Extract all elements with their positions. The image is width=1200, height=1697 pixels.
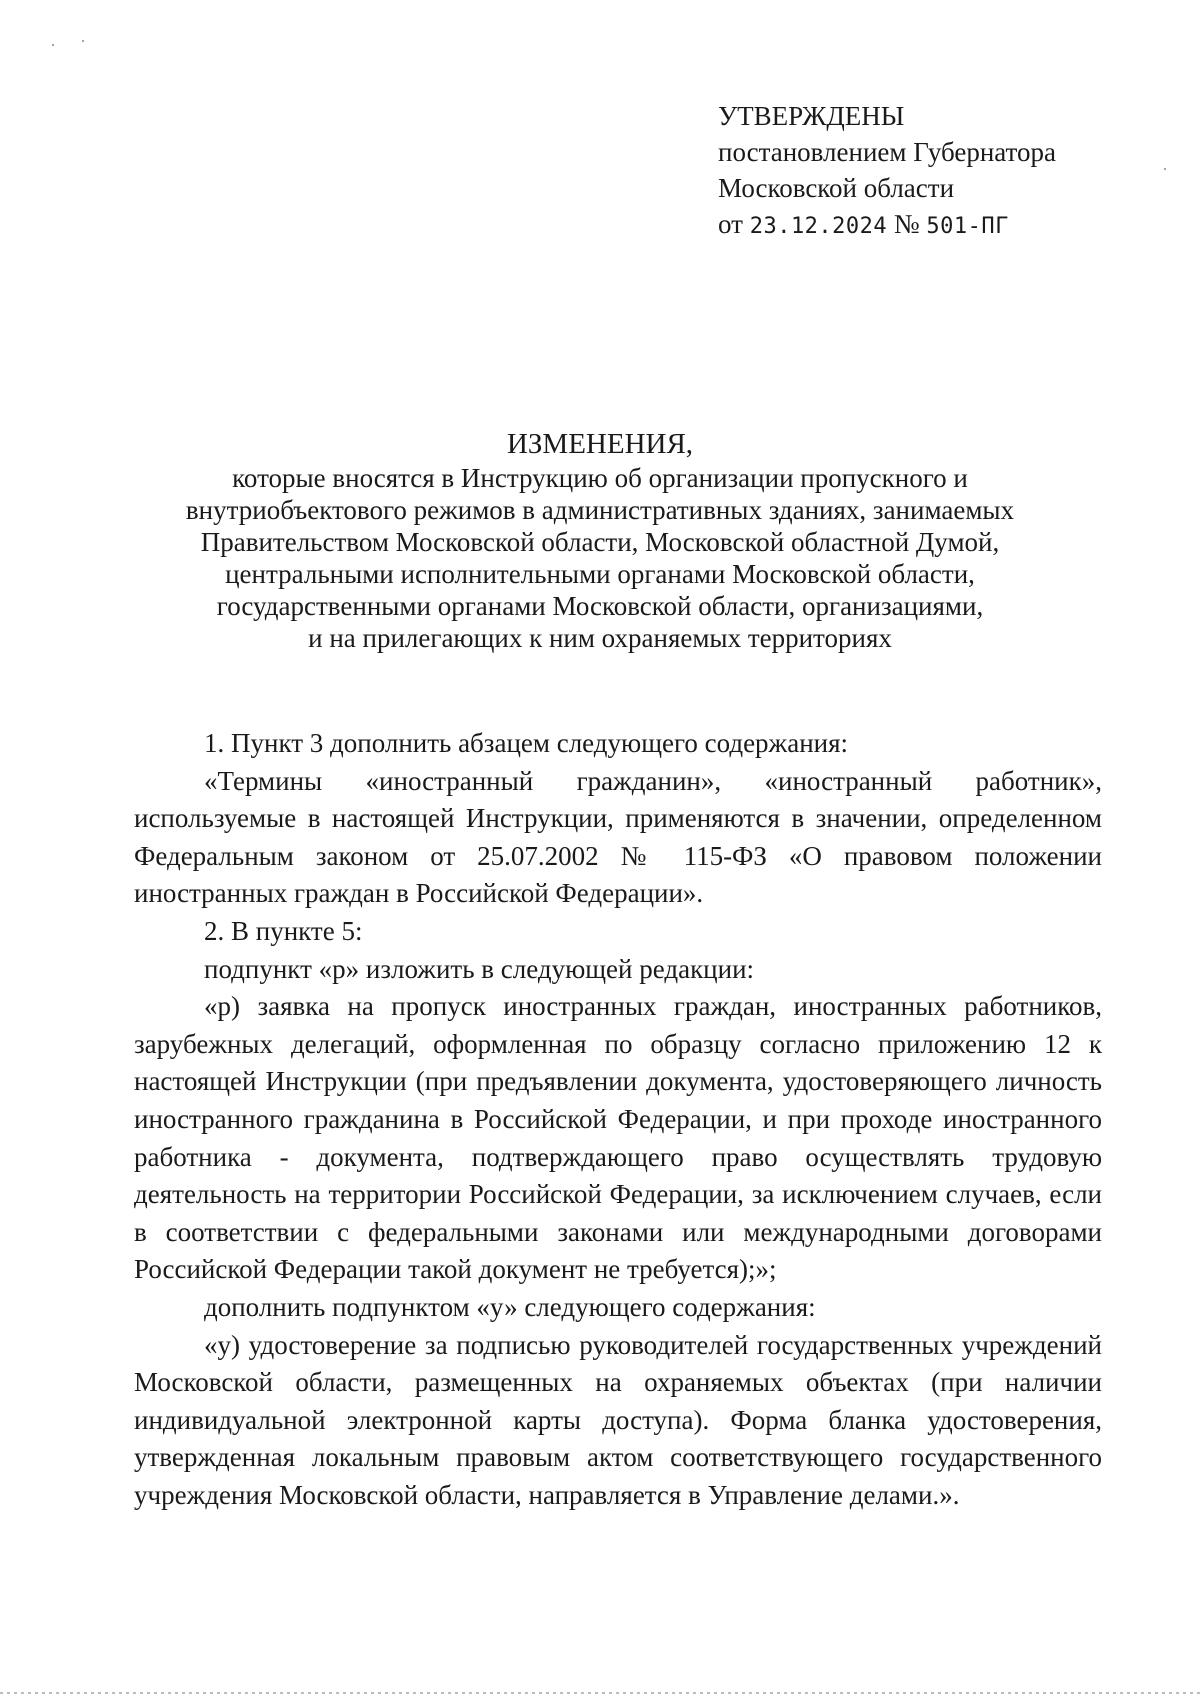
- paragraph: дополнить подпунктом «у» следующего содержания:: [204, 1291, 816, 1322]
- paragraph: подпункт «р» изложить в следующей редакции:: [204, 953, 755, 984]
- document-title: ИЗМЕНЕНИЯ,: [506, 428, 694, 460]
- subtitle-line: и на прилегающих к ним охраняемых территориях: [308, 623, 892, 653]
- subtitle-line: внутриобъектового режимов в административных зданиях, занимаемых: [185, 495, 1015, 525]
- scan-edge-line: [0, 1692, 1200, 1694]
- subtitle-line: Правительством Московской области, Московской областной Думой,: [200, 527, 1000, 557]
- document-heading: [130, 428, 1070, 654]
- approval-date-prefix: от: [718, 209, 743, 239]
- approval-heading: УТВЕРЖДЕНЫ: [718, 101, 905, 131]
- paragraph: 1. Пункт 3 дополнить абзацем следующего содержания:: [204, 728, 849, 758]
- scan-speck: [52, 44, 54, 46]
- document-body: [134, 725, 1102, 1514]
- approval-stamp: [718, 98, 1056, 245]
- paragraph: «у) удостоверение за подписью руководителей государственных учреждений Московской области, размещенных на охраняемых объектах (при наличии индивидуальной электронной карты доступа). Форма бланка удостоверения, утвержденная локальным правовым актом соответствующего государственного учреждения Московской области, направляется в Управление делами.».: [134, 1329, 1102, 1510]
- approval-region: Московской области: [718, 173, 955, 203]
- subtitle-line: центральными исполнительными органами Московской области,: [225, 559, 975, 589]
- scan-speck: [1164, 168, 1166, 170]
- subtitle-line: государственными органами Московской области, организациями,: [216, 591, 984, 621]
- approval-number: 501-ПГ: [926, 214, 1009, 239]
- subtitle-line: которые вносятся в Инструкцию об организации пропускного и: [232, 463, 968, 493]
- approval-number-sign: №: [893, 209, 920, 239]
- paragraph: «Термины «иностранный гражданин», «иностранный работник», используемые в настоящей Инструкции, применяются в значении, определенном Федеральным законом от 25.07.2002 № 115-ФЗ «О правовом положении иностранных граждан в Российской Федерации».: [134, 765, 1102, 909]
- paragraph: «р) заявка на пропуск иностранных граждан, иностранных работников, зарубежных делегаций, оформленная по образцу согласно приложению 12 к настоящей Инструкции (при предъявлении документа, удостоверяющего личность иностранного гражданина в Российской Федерации, и при проходе иностранного работника - документа, подтверждающего право осуществлять трудовую деятельность на территории Российской Федерации, за исключением случаев, если в соответствии с федеральными законами или международными договорами Российской Федерации такой документ не требуется);»;: [134, 991, 1102, 1285]
- scan-speck: [82, 40, 84, 42]
- approval-date: 23.12.2024: [749, 214, 888, 239]
- approval-decree: постановлением Губернатора: [718, 137, 1056, 167]
- paragraph: 2. В пункте 5:: [204, 915, 363, 946]
- approval-date-line: [718, 206, 1056, 245]
